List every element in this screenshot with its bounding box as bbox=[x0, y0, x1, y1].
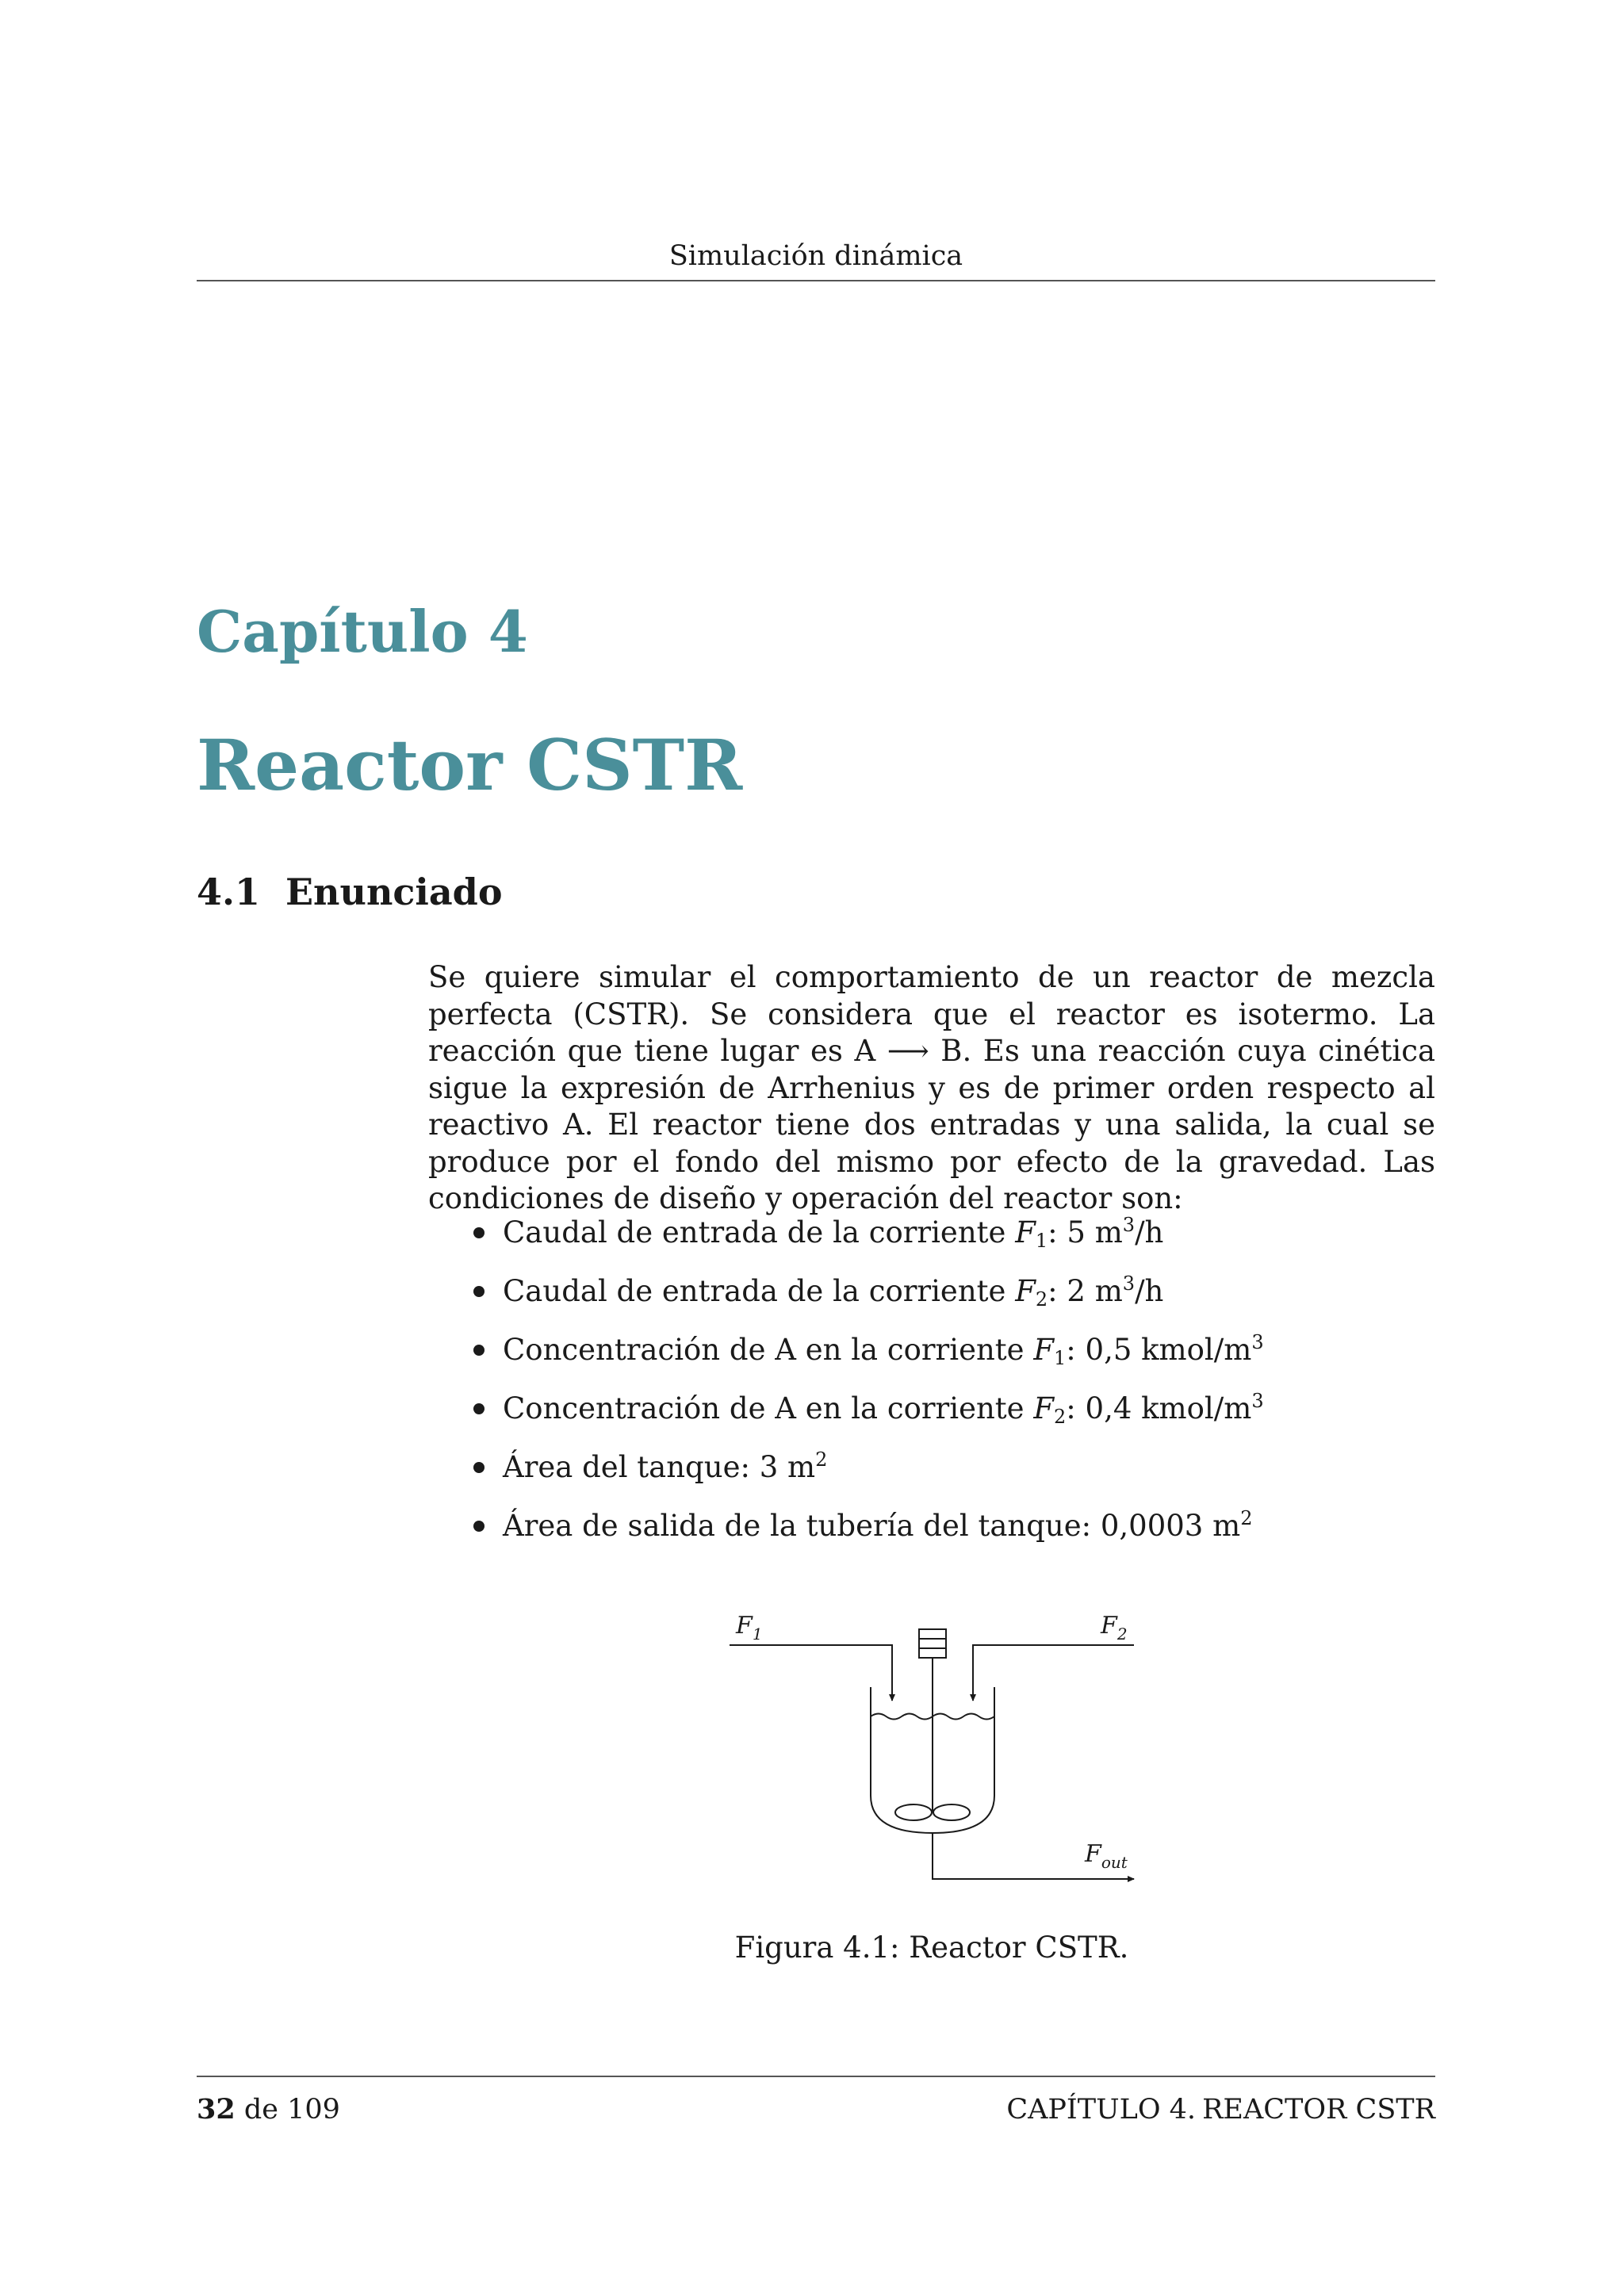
conditions-list bbox=[428, 1215, 1435, 1567]
list-item: Área del tanque: 3 $m^2$ bbox=[428, 1449, 1435, 1508]
running-header: Simulación dinámica bbox=[668, 240, 963, 272]
inlet-f2-line bbox=[973, 1645, 1134, 1701]
impeller-icon bbox=[895, 1804, 932, 1820]
running-footer: CAPÍTULO 4. REACTOR CSTR bbox=[1006, 2094, 1435, 2126]
section-heading bbox=[197, 867, 503, 916]
bullet-icon bbox=[473, 1286, 485, 1297]
section-title: Enunciado bbox=[285, 871, 503, 913]
inlet-f1-line bbox=[730, 1645, 892, 1701]
figure-caption: Figura 4.1: Reactor CSTR. bbox=[734, 1931, 1129, 1965]
label-fout: $F_{out}$ bbox=[1085, 1840, 1128, 1872]
label-f2: $F_2$ bbox=[1101, 1612, 1128, 1644]
page-number: 32 de 109 bbox=[197, 2093, 340, 2126]
cstr-diagram bbox=[714, 1594, 1158, 1911]
motor-icon bbox=[919, 1629, 946, 1658]
section-number: 4.1 bbox=[197, 871, 261, 913]
bullet-icon bbox=[473, 1521, 485, 1532]
header-rule bbox=[197, 280, 1435, 281]
chapter-title: Reactor CSTR bbox=[197, 724, 743, 806]
list-item: Caudal de entrada de la corriente $F_1$: 5 $m^3/h$ bbox=[428, 1215, 1435, 1273]
label-f1: $F_1$ bbox=[736, 1612, 763, 1644]
bullet-icon bbox=[473, 1227, 485, 1238]
list-item: Concentración de A en la corriente $F_2$: 0,4 kmol/$m^3$ bbox=[428, 1391, 1435, 1449]
list-item: Concentración de A en la corriente $F_1$: 0,5 kmol/$m^3$ bbox=[428, 1332, 1435, 1391]
chapter-label: Capítulo 4 bbox=[197, 598, 528, 665]
bullet-icon bbox=[473, 1345, 485, 1356]
footer-rule bbox=[197, 2076, 1435, 2077]
list-item: Área de salida de la tubería del tanque: 0,0003 $m^2$ bbox=[428, 1508, 1435, 1567]
body-paragraph: Se quiere simular el comportamiento de un reactor de mezcla perfecta (CSTR). Se considera que el reactor es isotermo. La reacción que tiene lugar es A ⟶ B. Es una reacción cuya cinética sigue la expresión de Arrhenius y es de primer orden respecto al reactivo A. El reactor tiene dos entradas y una salida, la cual se produce por el fondo del mismo por efecto de la gravedad. Las condiciones de diseño y operación del reactor son: bbox=[428, 960, 1435, 1215]
bullet-icon bbox=[473, 1403, 485, 1414]
list-item: Caudal de entrada de la corriente $F_2$: 2 $m^3/h$ bbox=[428, 1273, 1435, 1332]
bullet-icon bbox=[473, 1462, 485, 1473]
